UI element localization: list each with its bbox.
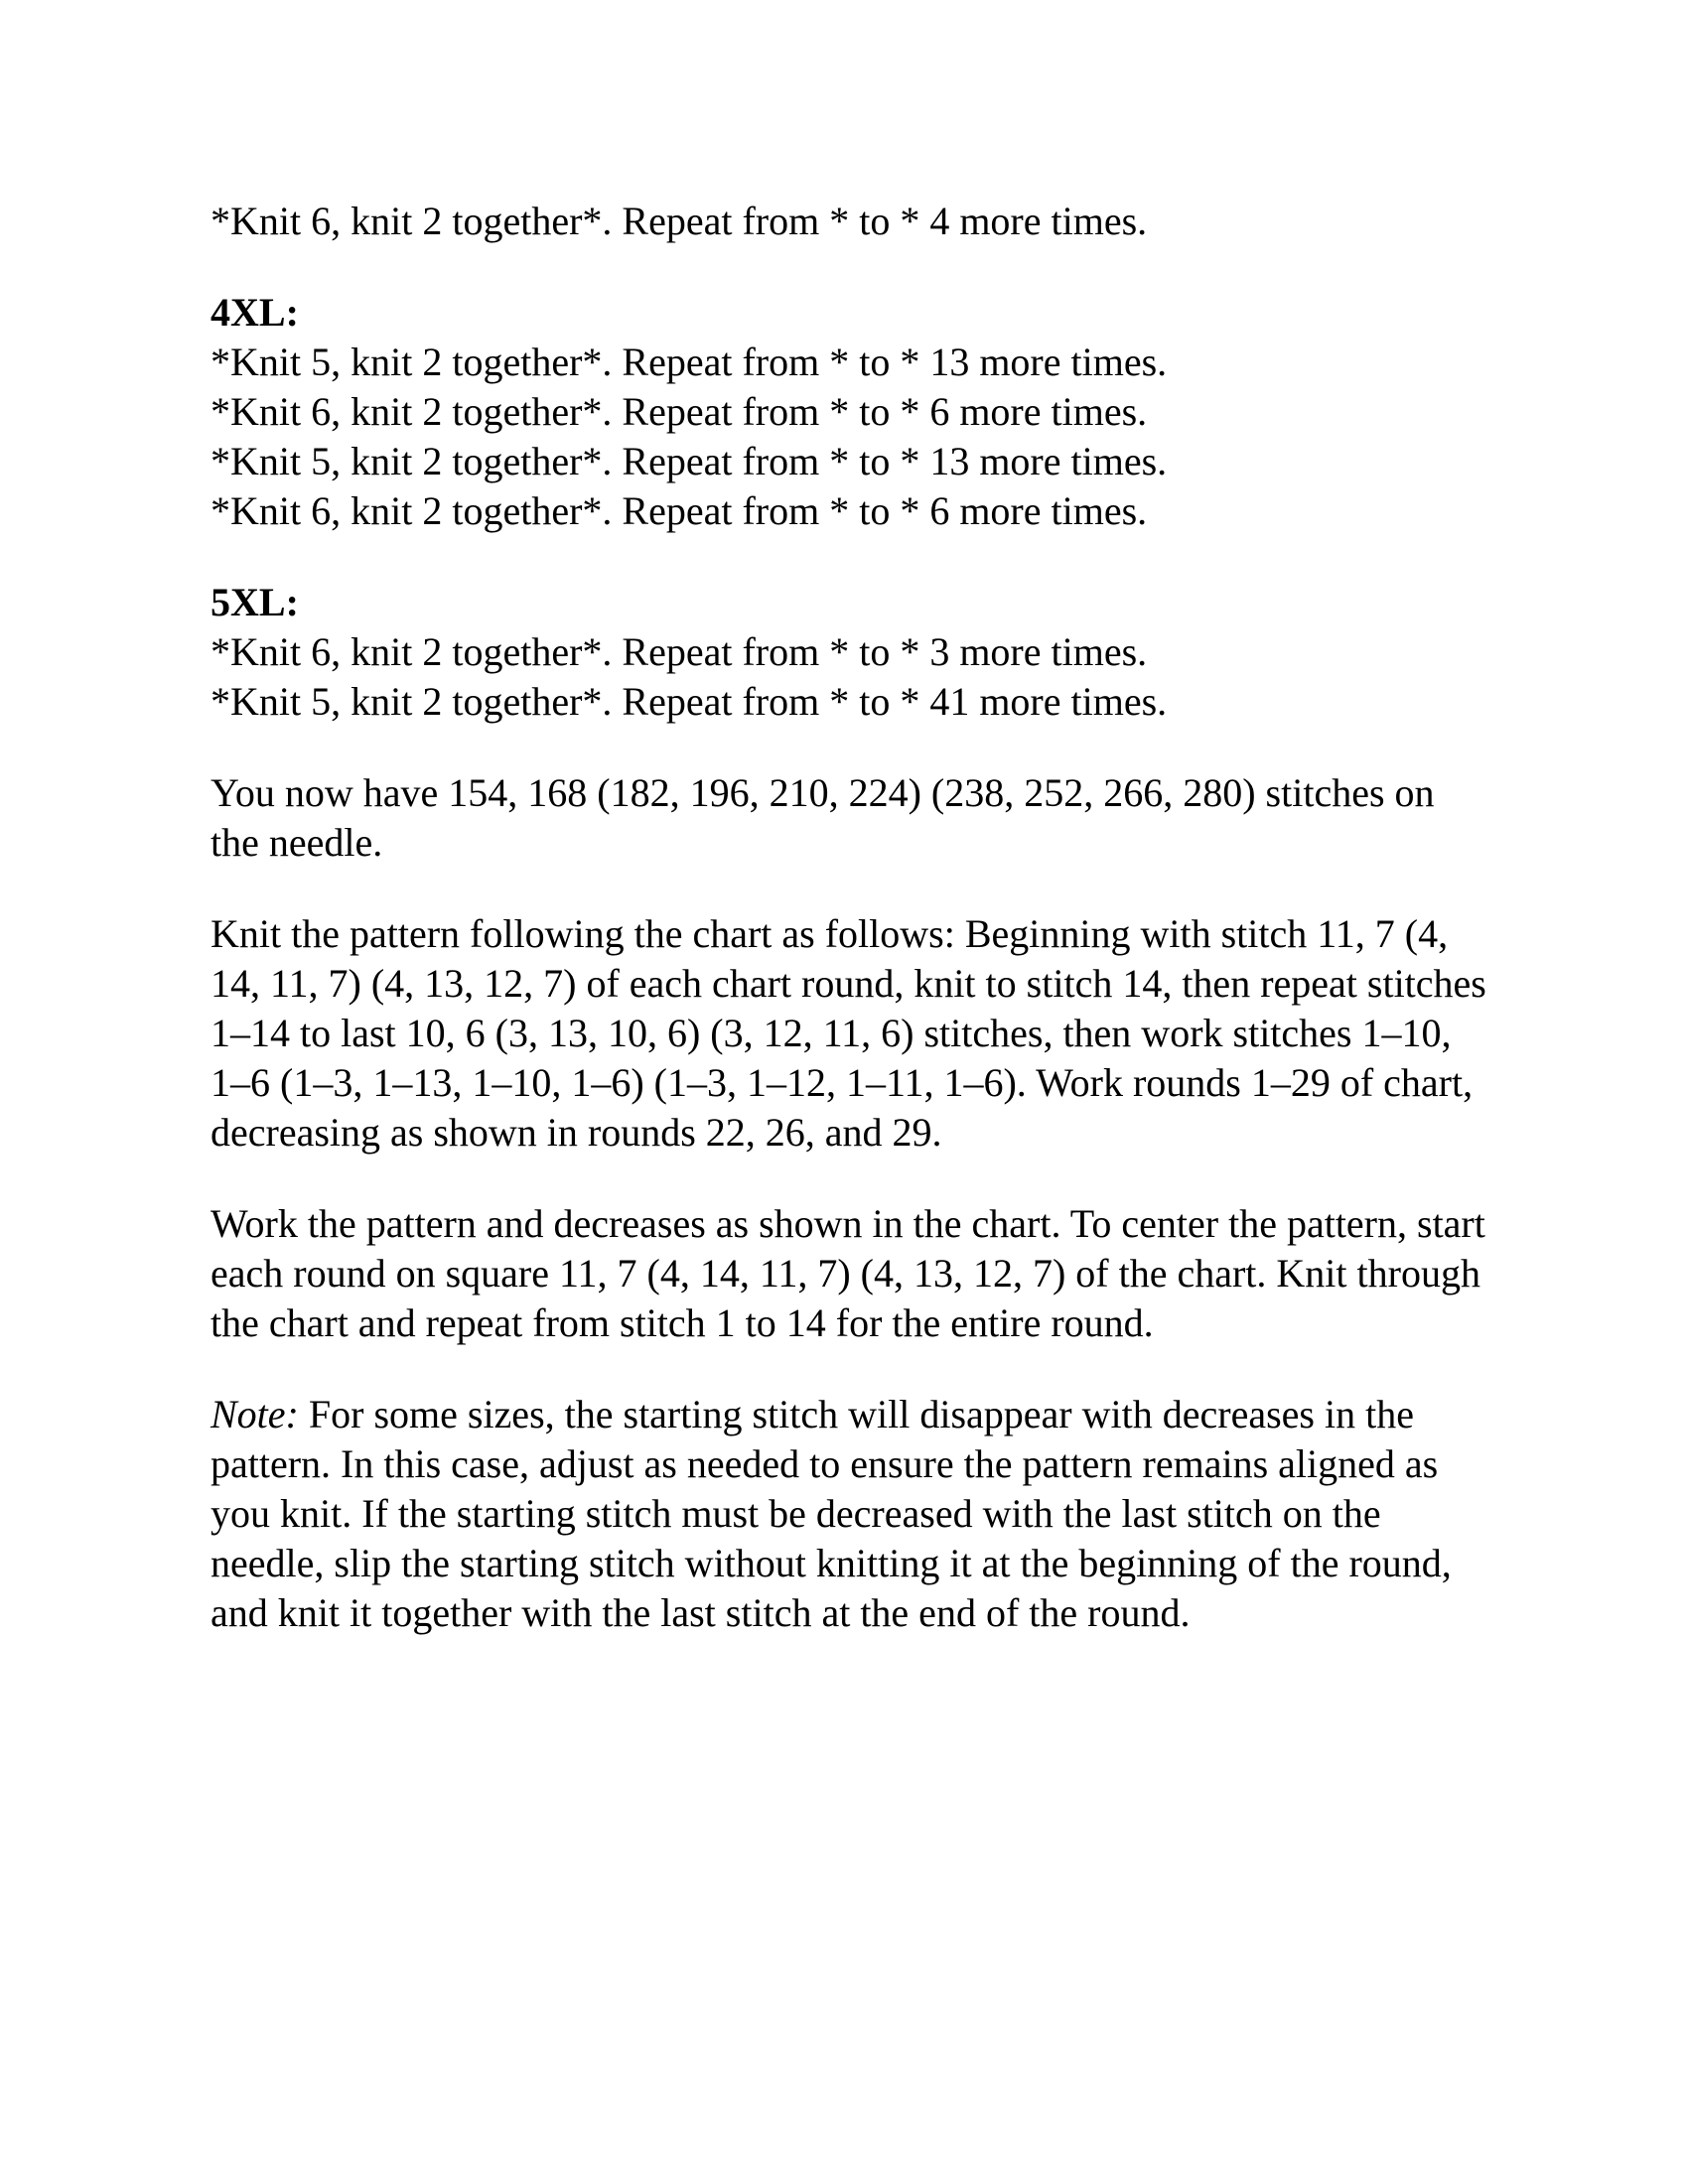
instruction-line: *Knit 5, knit 2 together*. Repeat from * to * 13 more times. <box>211 340 1168 384</box>
instruction-line: *Knit 5, knit 2 together*. Repeat from * to * 13 more times. <box>211 439 1168 483</box>
stitch-count-paragraph: You now have 154, 168 (182, 196, 210, 224) (238, 252, 266, 280) stitches on the needle. <box>211 770 1435 865</box>
paragraph-spacer <box>211 1348 1491 1390</box>
note-text: For some sizes, the starting stitch will disappear with decreases in the pattern. In this case, adjust as needed to ensure the pattern remains aligned as you knit. If the starting stitch must be decreased with the last stitch on the needle, slip the starting stitch without knitting it at the beginning of the round, and knit it together with the last stitch at the end of the round. <box>211 1392 1452 1635</box>
instruction-line: *Knit 6, knit 2 together*. Repeat from * to * 3 more times. <box>211 629 1148 674</box>
paragraph-spacer <box>211 536 1491 578</box>
instruction-line: *Knit 6, knit 2 together*. Repeat from * to * 6 more times. <box>211 389 1148 434</box>
size-4xl-heading: 4XL: <box>211 290 299 335</box>
paragraph-spacer <box>211 1158 1491 1199</box>
instruction-line: *Knit 5, knit 2 together*. Repeat from * to * 41 more times. <box>211 679 1168 724</box>
instruction-line: *Knit 6, knit 2 together*. Repeat from * to * 6 more times. <box>211 488 1148 533</box>
paragraph-spacer <box>211 727 1491 768</box>
document-body <box>211 197 1491 1638</box>
note-paragraph <box>211 1390 1491 1638</box>
size-4xl-section <box>211 288 1491 536</box>
instruction-line: *Knit 6, knit 2 together*. Repeat from * to * 4 more times. <box>211 199 1148 243</box>
centering-paragraph: Work the pattern and decreases as shown in the chart. To center the pattern, start each round on square 11, 7 (4, 14, 11, 7) (4, 13, 12, 7) of the chart. Knit through the chart and repeat from stitch 1 to 14 for the entire round. <box>211 1201 1485 1345</box>
size-5xl-section <box>211 578 1491 727</box>
note-label: Note: <box>211 1392 299 1436</box>
paragraph-spacer <box>211 246 1491 288</box>
size-5xl-heading: 5XL: <box>211 580 299 624</box>
chart-instructions-paragraph: Knit the pattern following the chart as follows: Beginning with stitch 11, 7 (4, 14, 11, 7) (4, 13, 12, 7) of each chart round, knit to stitch 14, then repeat stitches 1–14 to last 10, 6 (3, 13, 10, 6) (3, 12, 11, 6) stitches, then work stitches 1–10, 1–6 (1–3, 1–13, 1–10, 1–6) (1–3, 1–12, 1–11, 1–6). Work rounds 1–29 of chart, decreasing as shown in rounds 22, 26, and 29. <box>211 911 1486 1155</box>
paragraph-spacer <box>211 868 1491 909</box>
